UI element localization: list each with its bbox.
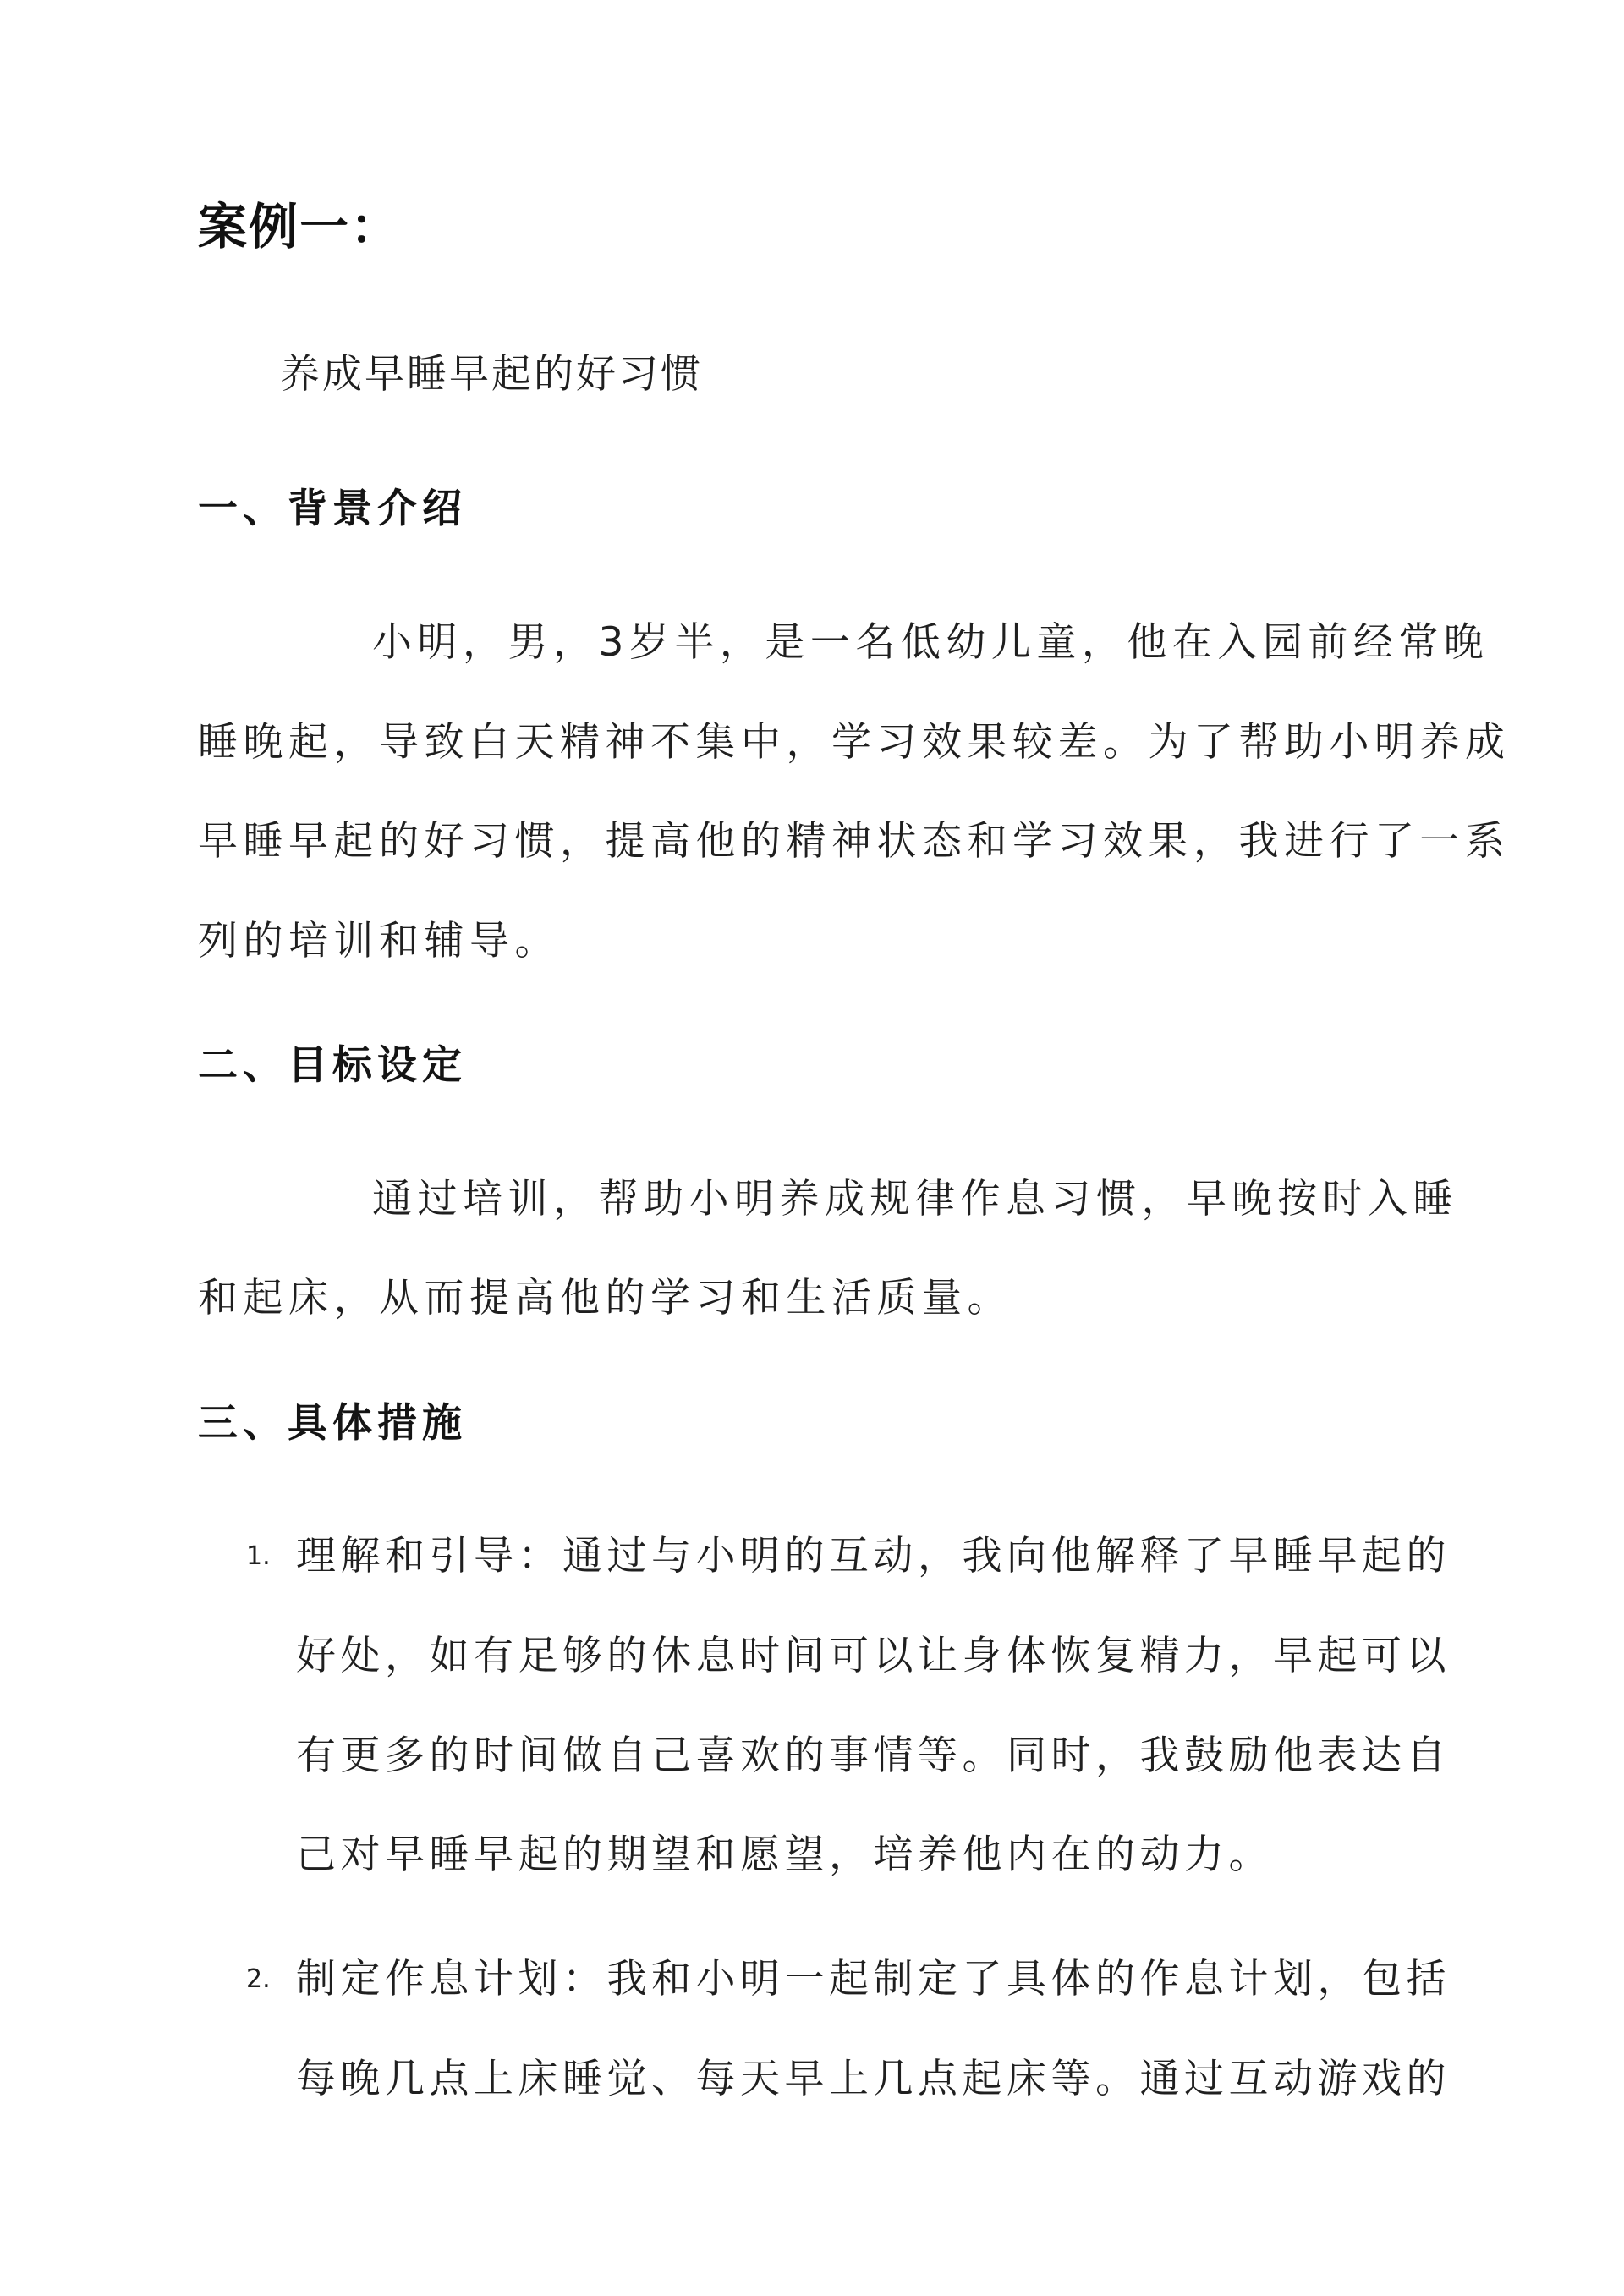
list-item-number: 2. [246, 1964, 271, 1994]
list-item-line: 好处，如有足够的休息时间可以让身体恢复精力，早起可以 [296, 1633, 1451, 1679]
list-item-line: 每晚几点上床睡觉、每天早上几点起床等。通过互动游戏的 [296, 2056, 1451, 2102]
paragraph-line: 小明，男，3岁半，是一名低幼儿童，他在入园前经常晚 [372, 619, 1490, 666]
document-subtitle: 养成早睡早起的好习惯 [280, 351, 703, 398]
case-title: 案例一： [198, 198, 402, 255]
section-heading-goals: 二、目标设定 [198, 1042, 467, 1089]
list-item-line: 制定作息计划：我和小明一起制定了具体的作息计划，包括 [296, 1956, 1451, 2002]
list-item-line: 理解和引导：通过与小明的互动，我向他解释了早睡早起的 [296, 1533, 1451, 1579]
paragraph-line: 睡晚起，导致白天精神不集中，学习效果较差。为了帮助小明养成 [198, 719, 1511, 766]
paragraph-line: 列的培训和辅导。 [198, 918, 560, 964]
paragraph-line: 通过培训，帮助小明养成规律作息习惯，早晚按时入睡 [372, 1176, 1458, 1222]
list-item-line: 己对早睡早起的期望和愿望，培养他内在的动力。 [296, 1832, 1273, 1878]
list-item-line: 有更多的时间做自己喜欢的事情等。同时，我鼓励他表达自 [296, 1733, 1451, 1779]
section-heading-measures: 三、具体措施 [198, 1400, 467, 1447]
paragraph-line: 和起床，从而提高他的学习和生活质量。 [198, 1275, 1012, 1321]
paragraph-line: 早睡早起的好习惯，提高他的精神状态和学习效果，我进行了一系 [198, 818, 1511, 865]
list-item-number: 1. [246, 1541, 271, 1571]
section-heading-background: 一、背景介绍 [198, 486, 467, 532]
